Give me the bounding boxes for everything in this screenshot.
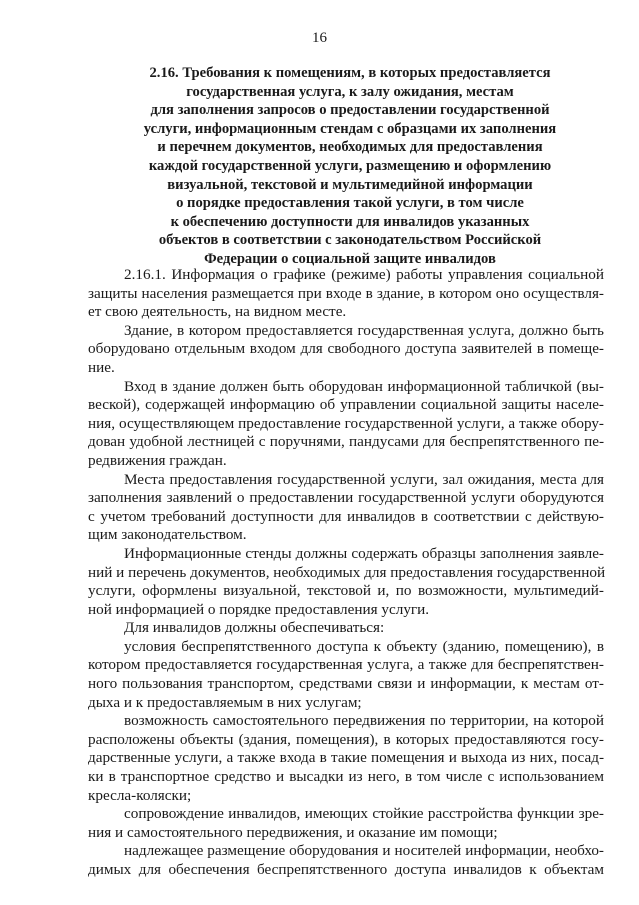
text-line: котором предоставляется государственная услуга, а также для беспрепятствен-	[88, 656, 604, 674]
text-line: Информационные стенды должны содержать образцы заполнения заявле-	[124, 544, 604, 562]
heading-line: услуги, информационным стендам с образцами их заполнения	[143, 120, 557, 137]
text-line: возможность самостоятельного передвижения по территории, на которой	[124, 712, 604, 730]
text-line: расположены объекты (здания, помещения), в которых предоставляются госу-	[88, 730, 604, 748]
text-line: Вход в здание должен быть оборудован информационной табличкой (вы-	[124, 377, 604, 395]
text-line: ного пользования транспортом, средствами связи и информации, к местам от-	[88, 675, 604, 693]
text-line: Места предоставления государственной услуги, зал ожидания, места для	[124, 470, 604, 488]
heading-line: визуальной, текстовой и мультимедийной информации	[167, 176, 533, 193]
heading-line: для заполнения запросов о предоставлении государственной	[150, 102, 550, 119]
text-line: дыха и к предоставляемым в них услугам;	[88, 693, 362, 711]
text-line: димых для обеспечения беспрепятственного доступа инвалидов к объектам	[88, 861, 604, 878]
text-line: ние.	[88, 358, 115, 376]
heading-line: государственная услуга, к залу ожидания, местам	[186, 83, 514, 100]
heading-line: и перечнем документов, необходимых для предоставления	[157, 139, 543, 156]
text-line: ния, осуществляющем предоставление государственной услуги, а также обору-	[88, 414, 604, 432]
text-line: ний и перечень документов, необходимых для предоставления государственной	[88, 563, 606, 581]
text-line: дарственные услуги, а также входа в такие помещения и выхода из них, посад-	[88, 749, 604, 767]
text-line: веской), содержащей информацию об управлении социальной защиты населе-	[88, 396, 604, 414]
heading-line: объектов в соответствии с законодательством Российской	[158, 232, 542, 249]
text-line: ет свою деятельность, на видном месте.	[88, 303, 347, 321]
text-line: Здание, в котором предоставляется государственная услуга, должно быть	[124, 321, 604, 339]
heading-line: к обеспечению доступности для инвалидов указанных	[170, 213, 530, 230]
section-heading	[120, 64, 580, 269]
text-line: 2.16.1. Информация о графике (режиме) работы управления социальной	[124, 266, 604, 283]
text-line: ной информацией о порядке предоставления услуги.	[88, 600, 430, 618]
text-line: щим законодательством.	[88, 526, 247, 544]
text-line: услуги, оформлены визуальной, текстовой и, по возможности, мультимедий-	[88, 582, 604, 600]
page-number: 16	[312, 30, 327, 46]
text-line: кресла-коляски;	[88, 786, 192, 804]
text-line: редвижения граждан.	[88, 451, 227, 469]
heading-line: о порядке предоставления такой услуги, в том числе	[176, 195, 524, 212]
text-line: дован удобной лестницей с поручнями, пандусами для беспрепятственного пе-	[88, 433, 604, 451]
heading-line: Федерации о социальной защите инвалидов	[204, 250, 496, 267]
heading-line: каждой государственной услуги, размещению и оформлению	[148, 157, 552, 174]
heading-line: 2.16. Требования к помещениям, в которых предоставляется	[149, 65, 551, 81]
text-line: с учетом требований доступности для инвалидов в соответствии с действую-	[88, 507, 604, 525]
text-line: условия беспрепятственного доступа к объекту (зданию, помещению), в	[124, 637, 604, 655]
text-line: заполнения заявлений о предоставлении государственной услуги оборудуются	[88, 489, 604, 507]
text-line: сопровождение инвалидов, имеющих стойкие расстройства функции зре-	[124, 805, 604, 823]
text-line: ния и самостоятельного передвижения, и оказание им помощи;	[88, 823, 498, 841]
text-line: защиты населения размещается при входе в здание, в котором оно осуществля-	[88, 284, 604, 302]
text-line: ки в транспортное средство и высадки из него, в том числе с использованием	[88, 768, 604, 786]
text-line: надлежащее размещение оборудования и носителей информации, необхо-	[124, 842, 604, 860]
body-text	[88, 266, 604, 880]
text-line: оборудовано отдельным входом для свободного доступа заявителей в помеще-	[88, 340, 604, 358]
text-line: Для инвалидов должны обеспечиваться:	[124, 619, 385, 637]
